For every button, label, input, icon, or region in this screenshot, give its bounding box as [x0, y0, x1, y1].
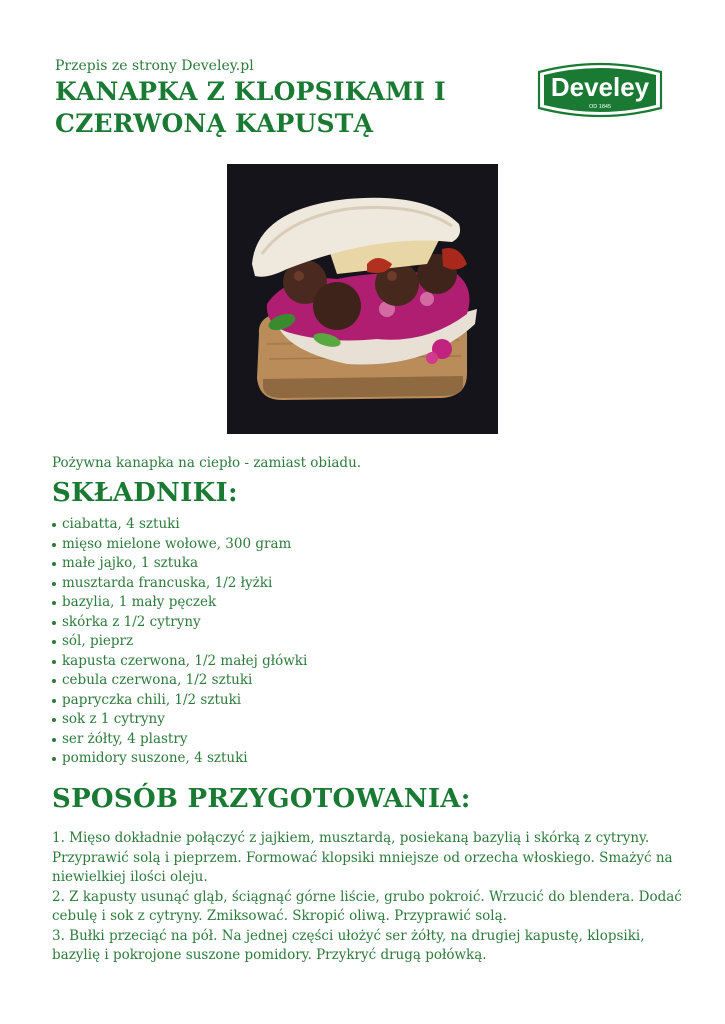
preparation-heading: SPOSÓB PRZYGOTOWANIA:	[52, 784, 471, 814]
ingredient-item: papryczka chili, 1/2 sztuki	[52, 691, 307, 711]
preparation-step: 2. Z kapusty usunąć gląb, ściągnąć górne liście, grubo pokroić. Wrzucić do blendera. Dodać cebulę i sok z cytryny. Zmiksować. Skropić oliwą. Przyprawić solą.	[52, 888, 682, 924]
sandwich-photo	[227, 164, 498, 434]
ingredient-item: sok z 1 cytryny	[52, 710, 307, 730]
recipe-title	[55, 76, 495, 140]
recipe-intro: Pożywna kanapka na ciepło - zamiast obiadu.	[52, 455, 362, 471]
ingredients-heading: SKŁADNIKI:	[52, 478, 238, 508]
ingredient-item: ciabatta, 4 sztuki	[52, 515, 307, 535]
ingredient-item: skórka z 1/2 cytryny	[52, 613, 307, 633]
ingredient-item: pomidory suszone, 4 sztuki	[52, 749, 307, 769]
logo-since-text: OD 1845	[588, 104, 612, 110]
ingredient-item: małe jajko, 1 sztuka	[52, 554, 307, 574]
logo-brand-text: Develey	[550, 72, 650, 102]
ingredient-item: sól, pieprz	[52, 632, 307, 652]
develey-logo	[531, 60, 669, 122]
recipe-source: Przepis ze strony Develey.pl	[55, 58, 254, 74]
recipe-title-line1: KANAPKA Z KLOPSIKAMI I	[55, 77, 446, 106]
ingredient-item: bazylia, 1 mały pęczek	[52, 593, 307, 613]
ingredient-item: cebula czerwona, 1/2 sztuki	[52, 671, 307, 691]
ingredients-list	[52, 515, 307, 769]
recipe-title-line2: CZERWONĄ KAPUSTĄ	[55, 109, 374, 138]
ingredient-item: mięso mielone wołowe, 300 gram	[52, 535, 307, 555]
ingredient-item: musztarda francuska, 1/2 łyżki	[52, 574, 307, 594]
preparation-step: 1. Mięso dokładnie połączyć z jajkiem, musztardą, posiekaną bazylią i skórką z cytryny. Przyprawić solą i pieprzem. Formować klopsiki mniejsze od orzecha włoskiego. Smażyć na niewielkiej ilości oleju.	[52, 830, 673, 885]
preparation-step: 3. Bułki przeciąć na pół. Na jednej części ułożyć ser żółty, na drugiej kapustę, klopsiki, bazylię i pokrojone suszone pomidory. Przykryć drugą połówką.	[52, 927, 645, 963]
ingredient-item: ser żółty, 4 plastry	[52, 730, 307, 750]
preparation-steps	[52, 829, 682, 966]
ingredient-item: kapusta czerwona, 1/2 małej główki	[52, 652, 307, 672]
